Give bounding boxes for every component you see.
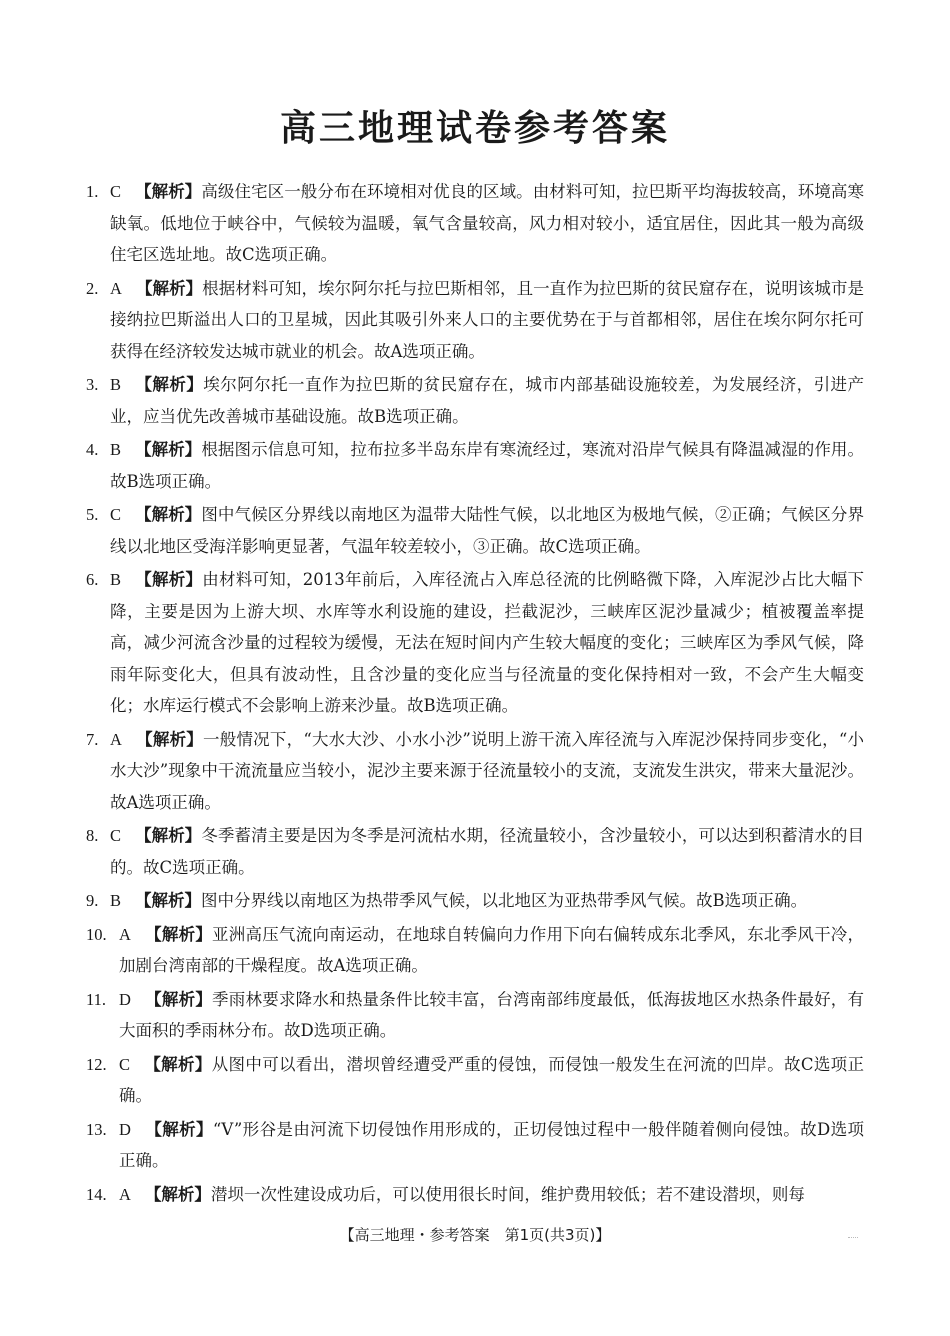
analysis-tag: 【解析】 [135, 278, 203, 298]
answer-number: 1. [86, 182, 99, 201]
analysis-tag: 【解析】 [144, 1054, 212, 1074]
answer-text: 埃尔阿尔托一直作为拉巴斯的贫民窟存在，城市内部基础设施较差，为发展经济，引进产业，应当优先改善城市基础设施。故B选项正确。 [110, 375, 864, 426]
answer-number: 5. [86, 505, 99, 524]
answer-item [86, 919, 864, 982]
answer-item [86, 176, 864, 271]
page-title: 高三地理试卷参考答案 [279, 108, 670, 149]
answer-number: 14. [86, 1184, 107, 1204]
answer-text: 从图中可以看出，潜坝曾经遭受严重的侵蚀，而侵蚀一般发生在河流的凹岸。故C选项正确。 [119, 1054, 865, 1105]
answer-number: 10. [86, 924, 107, 944]
analysis-tag: 【解析】 [135, 440, 202, 459]
answer-list [86, 176, 864, 1212]
answer-text: 亚洲高压气流向南运动，在地球自转偏向力作用下向右偏转成东北季风，东北季风干冷，加剧台湾南部的干燥程度。故A选项正确。 [119, 924, 865, 975]
answer-number: 12. [86, 1054, 107, 1074]
analysis-tag: 【解析】 [135, 826, 202, 845]
answer-choice: B [110, 375, 122, 394]
answer-choice: A [110, 729, 122, 749]
answer-choice: A [119, 1184, 131, 1204]
answer-number: 7. [86, 729, 99, 749]
analysis-tag: 【解析】 [144, 1119, 213, 1139]
answer-item [86, 369, 864, 432]
answer-choice: A [119, 924, 131, 944]
answer-choice: C [119, 1054, 131, 1074]
answer-item [86, 1114, 864, 1177]
answer-item [86, 885, 864, 917]
answer-text: 图中分界线以南地区为热带季风气候，以北地区为亚热带季风气候。故B选项正确。 [201, 891, 808, 910]
answer-choice: A [110, 278, 122, 298]
answer-choice: B [110, 891, 122, 910]
analysis-tag: 【解析】 [135, 182, 202, 201]
answer-item [86, 1049, 864, 1112]
answer-choice: D [119, 989, 131, 1009]
answer-number: 9. [86, 891, 99, 910]
answer-text: 高级住宅区一般分布在环境相对优良的区域。由材料可知，拉巴斯平均海拔较高，环境高寒缺氧。低地位于峡谷中，气候较为温暖，氧气含量较高，风力相对较小，适宜居住，因此其一般为高级住宅区选址地。故C选项正确。 [110, 182, 865, 264]
answer-item [86, 724, 864, 819]
answer-text: 潜坝一次性建设成功后，可以使用很长时间，维护费用较低；若不建设潜坝，则每 [210, 1184, 805, 1204]
analysis-tag: 【解析】 [135, 570, 203, 589]
answer-text: 根据图示信息可知，拉布拉多半岛东岸有寒流经过，寒流对沿岸气候具有降温减湿的作用。故B选项正确。 [110, 440, 865, 491]
analysis-tag: 【解析】 [135, 729, 204, 749]
answer-choice: D [119, 1119, 131, 1139]
answer-text: 冬季蓄清主要是因为冬季是河流枯水期，径流量较小，含沙量较小，可以达到积蓄清水的目的。故C选项正确。 [110, 826, 865, 877]
footer-mark [848, 1234, 858, 1238]
answer-number: 6. [86, 570, 99, 589]
answer-choice: C [110, 182, 122, 201]
answer-item [86, 273, 864, 368]
answer-choice: B [110, 440, 122, 459]
answer-item [86, 499, 864, 562]
answer-item [86, 1179, 864, 1211]
analysis-tag: 【解析】 [135, 891, 202, 910]
answer-item [86, 434, 864, 497]
analysis-tag: 【解析】 [144, 1184, 211, 1204]
answer-text: “V”形谷是由河流下切侵蚀作用形成的，正切侵蚀过程中一般伴随着侧向侵蚀。故D选项正确。 [119, 1119, 865, 1170]
answer-choice: C [110, 505, 122, 524]
answer-item [86, 820, 864, 883]
answer-item [86, 984, 864, 1047]
answer-number: 4. [86, 440, 99, 459]
answer-number: 8. [86, 826, 99, 845]
analysis-tag: 【解析】 [144, 924, 213, 944]
analysis-tag: 【解析】 [135, 375, 204, 394]
analysis-tag: 【解析】 [144, 989, 213, 1009]
answer-number: 3. [86, 375, 99, 394]
answer-number: 11. [86, 989, 107, 1009]
answer-text: 由材料可知，2013年前后，入库径流占入库总径流的比例略微下降，入库泥沙占比大幅下降，主要是因为上游大坝、水库等水利设施的建设，拦截泥沙，三峡库区泥沙量减少；植被覆盖率提高，减少河流含沙量的过程较为缓慢，无法在短时间内产生较大幅度的变化；三峡库区为季风气候，降雨年际变化大，但具有波动性，且含沙量的变化应当与径流量的变化保持相对一致，不会产生大幅变化；水库运行模式不会影响上游来沙量。故B选项正确。 [110, 570, 864, 715]
answer-number: 2. [86, 278, 99, 298]
answer-item [86, 564, 864, 722]
answer-text: 根据材料可知，埃尔阿尔托与拉巴斯相邻，且一直作为拉巴斯的贫民窟存在，说明该城市是接纳拉巴斯溢出人口的卫星城，因此其吸引外来人口的主要优势在于与首都相邻，居住在埃尔阿尔托可获得在经济较发达城市就业的机会。故A选项正确。 [110, 278, 865, 361]
answer-text: 图中气候区分界线以南地区为温带大陆性气候，以北地区为极地气候，②正确；气候区分界线以北地区受海洋影响更显著，气温年较差较小，③正确。故C选项正确。 [110, 505, 865, 556]
answer-text: 一般情况下，“大水大沙、小水小沙”说明上游干流入库径流与入库泥沙保持同步变化，“小水大沙”现象中干流流量应当较小，泥沙主要来源于径流量较小的支流，支流发生洪灾，带来大量泥沙。故A选项正确。 [110, 729, 865, 812]
answer-choice: C [110, 826, 122, 845]
answer-text: 季雨林要求降水和热量条件比较丰富，台湾南部纬度最低，低海拔地区水热条件最好，有大面积的季雨林分布。故D选项正确。 [119, 989, 865, 1040]
answer-number: 13. [86, 1119, 107, 1139]
answer-choice: B [110, 570, 122, 589]
analysis-tag: 【解析】 [135, 505, 202, 524]
page-footer: 【高三地理・参考答案 第1页(共3页)】 [339, 1226, 611, 1244]
